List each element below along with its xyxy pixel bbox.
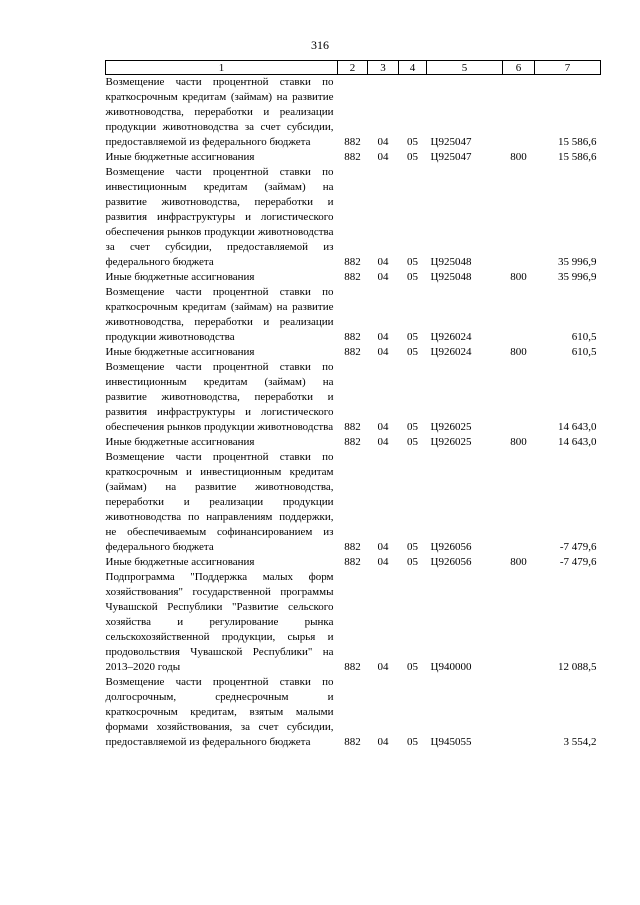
row-section-code: 04 xyxy=(377,151,389,163)
row-target-article: Ц925048 xyxy=(430,271,472,283)
table-row xyxy=(106,435,601,450)
row-subsection-code: 05 xyxy=(407,556,418,568)
table-row xyxy=(106,270,601,285)
table-row xyxy=(106,75,601,151)
row-target-article: Ц945055 xyxy=(430,736,472,748)
row-target-article: Ц926056 xyxy=(430,556,472,568)
row-expense-type xyxy=(503,675,535,750)
column-header: 1 xyxy=(106,61,338,75)
row-name: Возмещение части процентной ставки по краткосрочным кредитам (займам) на развитие животноводства, переработки и реализации продукции животноводства за счет субсидии, предоставляемой из федерального бюджета xyxy=(105,76,334,148)
row-ministry-code: 882 xyxy=(344,331,361,343)
row-ministry-code: 882 xyxy=(344,256,361,268)
column-header: 6 xyxy=(503,61,535,75)
row-ministry-code: 882 xyxy=(344,136,361,148)
row-expense-type xyxy=(503,450,535,555)
column-header: 3 xyxy=(368,61,399,75)
column-header: 7 xyxy=(535,61,601,75)
row-ministry-code: 882 xyxy=(344,271,361,283)
page-number: 316 xyxy=(311,38,329,52)
table-header-row xyxy=(106,61,601,75)
row-section-code: 04 xyxy=(377,541,389,553)
row-amount: 15 586,6 xyxy=(558,151,597,163)
row-subsection-code: 05 xyxy=(407,346,418,358)
row-target-article: Ц925048 xyxy=(430,256,472,268)
row-section-code: 04 xyxy=(377,136,389,148)
row-target-article: Ц940000 xyxy=(430,661,472,673)
row-target-article: Ц925047 xyxy=(430,151,472,163)
table-row xyxy=(106,165,601,270)
budget-table xyxy=(105,60,601,750)
row-amount: 14 643,0 xyxy=(558,421,597,433)
table-row xyxy=(106,555,601,570)
row-amount: -7 479,6 xyxy=(559,556,597,568)
row-amount: -7 479,6 xyxy=(559,541,597,553)
row-section-code: 04 xyxy=(377,436,389,448)
row-amount: 35 996,9 xyxy=(558,271,597,283)
row-subsection-code: 05 xyxy=(407,331,418,343)
row-subsection-code: 05 xyxy=(407,661,418,673)
row-section-code: 04 xyxy=(377,556,389,568)
row-subsection-code: 05 xyxy=(407,136,418,148)
row-ministry-code: 882 xyxy=(344,151,361,163)
row-ministry-code: 882 xyxy=(344,436,361,448)
row-ministry-code: 882 xyxy=(344,541,361,553)
table-row xyxy=(106,150,601,165)
row-ministry-code: 882 xyxy=(344,421,361,433)
row-section-code: 04 xyxy=(377,421,389,433)
row-section-code: 04 xyxy=(377,346,389,358)
row-expense-type xyxy=(503,360,535,435)
row-name: Возмещение части процентной ставки по инвестиционным кредитам (займам) на развитие животноводства, переработки и развития инфраструктуры и логистического обеспечения рынков продукции животноводства xyxy=(105,361,334,433)
row-target-article: Ц926056 xyxy=(430,541,472,553)
row-target-article: Ц926025 xyxy=(430,436,472,448)
row-subsection-code: 05 xyxy=(407,271,418,283)
row-expense-type: 800 xyxy=(510,436,527,448)
row-ministry-code: 882 xyxy=(344,736,361,748)
row-section-code: 04 xyxy=(377,271,389,283)
row-amount: 610,5 xyxy=(571,331,597,343)
table-row xyxy=(106,675,601,750)
row-amount: 12 088,5 xyxy=(558,661,597,673)
row-name: Возмещение части процентной ставки по краткосрочным кредитам (займам) на развитие животноводства, переработки и реализации продукции животноводства xyxy=(105,286,334,343)
row-subsection-code: 05 xyxy=(407,256,418,268)
row-ministry-code: 882 xyxy=(344,346,361,358)
column-header: 2 xyxy=(338,61,368,75)
row-subsection-code: 05 xyxy=(407,541,418,553)
row-expense-type: 800 xyxy=(510,556,527,568)
row-amount: 610,5 xyxy=(571,346,597,358)
column-header: 4 xyxy=(399,61,427,75)
row-name: Иные бюджетные ассигнования xyxy=(105,271,255,283)
row-name: Иные бюджетные ассигнования xyxy=(105,346,255,358)
row-amount: 35 996,9 xyxy=(558,256,597,268)
row-name: Иные бюджетные ассигнования xyxy=(105,436,255,448)
row-target-article: Ц925047 xyxy=(430,136,472,148)
row-target-article: Ц926025 xyxy=(430,421,472,433)
row-amount: 14 643,0 xyxy=(558,436,597,448)
row-expense-type xyxy=(503,570,535,675)
row-target-article: Ц926024 xyxy=(430,346,472,358)
row-subsection-code: 05 xyxy=(407,436,418,448)
row-subsection-code: 05 xyxy=(407,151,418,163)
row-expense-type: 800 xyxy=(510,346,527,358)
row-section-code: 04 xyxy=(377,331,389,343)
row-subsection-code: 05 xyxy=(407,421,418,433)
row-expense-type: 800 xyxy=(510,151,527,163)
row-section-code: 04 xyxy=(377,256,389,268)
table-row xyxy=(106,285,601,345)
row-amount: 3 554,2 xyxy=(563,736,597,748)
row-name: Возмещение части процентной ставки по инвестиционным кредитам (займам) на развитие животноводства, переработки и развития инфраструктуры и логистического обеспечения рынков продукции животноводства за счет субсидии, предоставляемой из федерального бюджета xyxy=(105,166,334,268)
table-row xyxy=(106,450,601,555)
row-target-article: Ц926024 xyxy=(430,331,472,343)
row-section-code: 04 xyxy=(377,736,389,748)
row-ministry-code: 882 xyxy=(344,661,361,673)
table-row xyxy=(106,360,601,435)
row-amount: 15 586,6 xyxy=(558,136,597,148)
row-subsection-code: 05 xyxy=(407,736,418,748)
row-expense-type: 800 xyxy=(510,271,527,283)
table-row xyxy=(106,570,601,675)
row-name: Иные бюджетные ассигнования xyxy=(105,151,255,163)
row-name: Подпрограмма "Поддержка малых форм хозяйствования" государственной программы Чувашской Республики "Развитие сельского хозяйства и регулирование рынка сельскохозяйственной продукции, сырья и продовольствия Чувашской Республики" на 2013–2020 годы xyxy=(105,571,334,673)
column-header: 5 xyxy=(427,61,503,75)
row-expense-type xyxy=(503,75,535,151)
row-name: Иные бюджетные ассигнования xyxy=(105,556,255,568)
row-section-code: 04 xyxy=(377,661,389,673)
table-row xyxy=(106,345,601,360)
row-expense-type xyxy=(503,165,535,270)
row-ministry-code: 882 xyxy=(344,556,361,568)
row-expense-type xyxy=(503,285,535,345)
row-name: Возмещение части процентной ставки по долгосрочным, среднесрочным и краткосрочным кредитам, взятым малыми формами хозяйствования, за счет субсидии, предоставляемой из федерального бюджета xyxy=(105,676,334,748)
row-name: Возмещение части процентной ставки по краткосрочным и инвестиционным кредитам (займам) на развитие животноводства, переработки и реализации продукции животноводства по направлениям поддержки, не обеспечиваемым софинансированием из федерального бюджета xyxy=(105,451,334,553)
